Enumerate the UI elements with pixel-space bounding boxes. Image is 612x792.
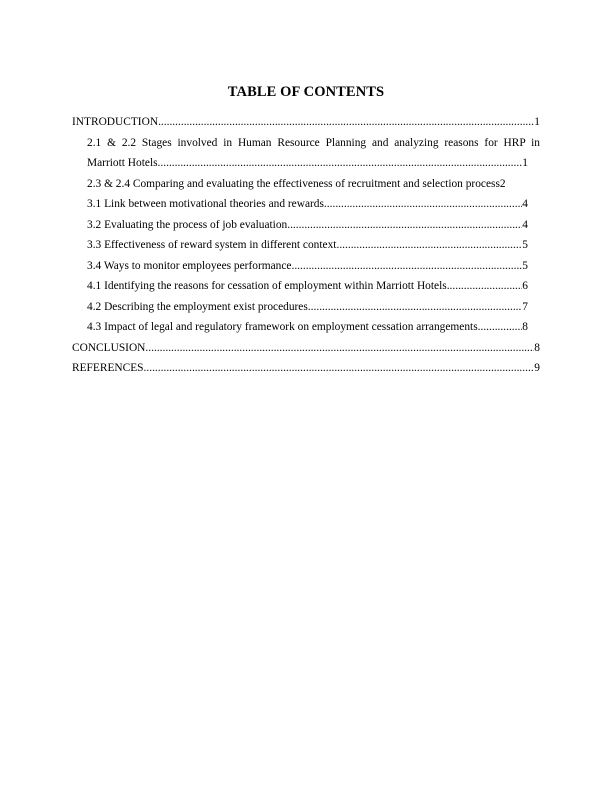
dot-leader	[478, 317, 523, 338]
toc-entry-continuation	[72, 153, 540, 174]
toc-page-number: 8	[522, 321, 528, 333]
toc-entry-text: 3.1 Link between motivational theories and rewards	[87, 198, 324, 210]
dot-leader	[158, 153, 523, 174]
toc-entry-text: 2.3 & 2.4 Comparing and evaluating the effectiveness of recruitment and selection process	[87, 177, 500, 190]
dot-leader	[324, 194, 522, 215]
toc-entry-exit-procedures[interactable]	[72, 297, 540, 318]
toc-entry-legal-framework[interactable]	[72, 317, 540, 338]
toc-page-number: 4	[522, 198, 528, 210]
toc-entry-text: 3.2 Evaluating the process of job evaluation	[87, 218, 288, 231]
toc-entry-motivation[interactable]	[72, 194, 540, 215]
toc-entry-hrp-stages[interactable]	[72, 133, 540, 174]
toc-page-number: 1	[522, 157, 528, 169]
dot-leader	[144, 358, 535, 379]
toc-entry-text: 3.4 Ways to monitor employees performance	[87, 259, 292, 272]
dot-leader	[158, 112, 534, 133]
toc-entry-references[interactable]	[72, 358, 540, 379]
toc-title: TABLE OF CONTENTS	[227, 84, 385, 100]
dot-leader	[308, 297, 523, 318]
dot-leader	[291, 256, 522, 277]
dot-leader	[287, 215, 522, 236]
toc-entry-introduction[interactable]	[72, 112, 540, 133]
toc-entry-text: 3.3 Effectiveness of reward system in different context	[87, 239, 337, 251]
toc-page-number: 8	[534, 341, 540, 354]
toc-entry-text: INTRODUCTION	[72, 116, 159, 128]
toc-page-number: 5	[522, 259, 528, 272]
toc-entry-cessation-reasons[interactable]	[72, 276, 540, 297]
dot-leader	[447, 276, 523, 297]
table-of-contents	[72, 112, 540, 379]
toc-entry-recruitment[interactable]	[72, 174, 540, 195]
toc-page-number: 1	[534, 116, 540, 128]
dot-leader	[336, 235, 522, 256]
toc-entry-text: 4.1 Identifying the reasons for cessation of employment within Marriott Hotels	[87, 280, 447, 292]
toc-entry-reward-system[interactable]	[72, 235, 540, 256]
toc-page-number: 6	[522, 280, 528, 292]
toc-entry-text-line1: 2.1 & 2.2 Stages involved in Human Resource Planning and analyzing reasons for HRP in	[87, 136, 540, 149]
dot-leader	[145, 338, 534, 359]
toc-entry-text-line2: Marriott Hotels	[87, 157, 158, 169]
toc-entry-text: CONCLUSION	[72, 341, 146, 354]
toc-entry-conclusion[interactable]	[72, 338, 540, 359]
toc-page-number: 4	[522, 218, 528, 231]
toc-entry-text: 4.2 Describing the employment exist procedures	[87, 300, 308, 313]
toc-entry-job-evaluation[interactable]	[72, 215, 540, 236]
toc-page-number: 2	[499, 177, 506, 190]
toc-page-number: 5	[522, 239, 528, 251]
toc-page-number: 7	[522, 300, 528, 313]
toc-entry-text: 4.3 Impact of legal and regulatory framework on employment cessation arrangements	[87, 321, 478, 333]
toc-entry-text: REFERENCES	[72, 362, 144, 374]
toc-entry-monitor-performance[interactable]	[72, 256, 540, 277]
toc-page-number: 9	[534, 362, 540, 374]
